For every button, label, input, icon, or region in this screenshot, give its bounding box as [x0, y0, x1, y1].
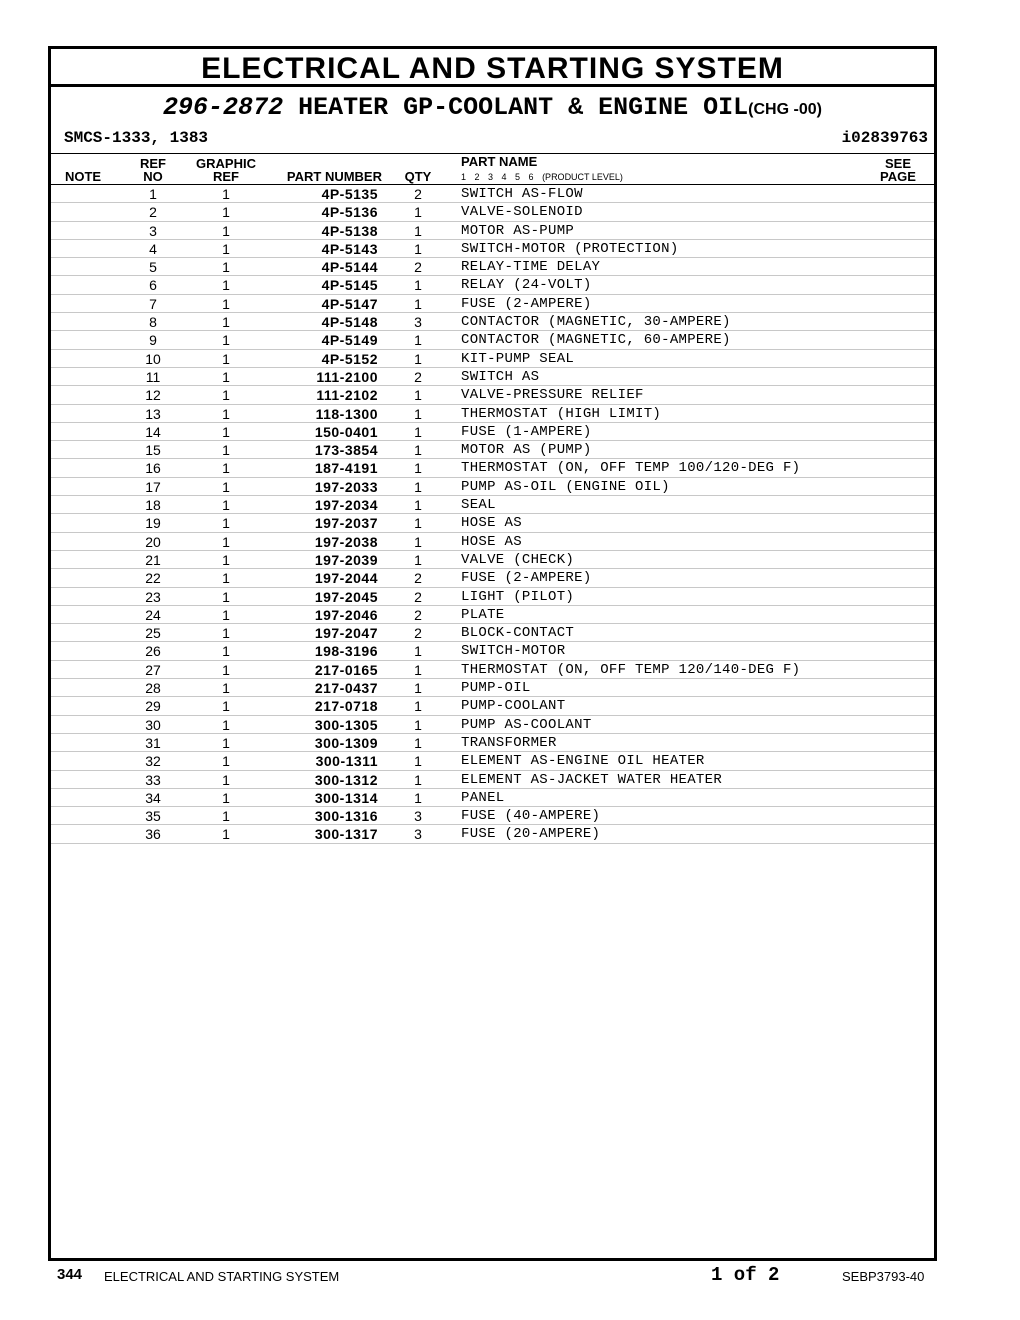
graphic-ref: 1: [222, 551, 230, 568]
ref-no: 5: [149, 259, 157, 276]
part-name: PANEL: [461, 789, 505, 806]
ref-no: 3: [149, 222, 157, 239]
part-number: 4P-5148: [321, 314, 378, 331]
ref-no: 36: [145, 826, 161, 843]
quantity: 2: [414, 259, 422, 276]
part-number: 300-1309: [314, 734, 378, 751]
quantity: 3: [414, 314, 422, 331]
quantity: 1: [414, 295, 422, 312]
quantity: 1: [414, 515, 422, 532]
footer-page-of: 1 of 2: [711, 1264, 780, 1286]
table-row: [51, 789, 934, 807]
ref-no: 8: [149, 314, 157, 331]
part-name: MOTOR AS (PUMP): [461, 442, 592, 459]
ref-no: 24: [145, 606, 161, 623]
part-name: CONTACTOR (MAGNETIC, 30-AMPERE): [461, 314, 731, 331]
table-row: [51, 679, 934, 697]
graphic-ref: 1: [222, 314, 230, 331]
quantity: 2: [414, 186, 422, 202]
graphic-ref: 1: [222, 240, 230, 257]
ref-no: 10: [145, 350, 161, 367]
part-name: SWITCH AS-FLOW: [461, 186, 583, 202]
graphic-ref: 1: [222, 570, 230, 587]
part-name: FUSE (2-AMPERE): [461, 570, 592, 587]
part-number: 197-2038: [314, 533, 378, 550]
part-number: 173-3854: [314, 442, 378, 459]
table-row: [51, 478, 934, 496]
page-title: ELECTRICAL AND STARTING SYSTEM: [51, 49, 934, 87]
graphic-ref: 1: [222, 442, 230, 459]
ref-no: 32: [145, 753, 161, 770]
part-name: VALVE-SOLENOID: [461, 204, 583, 221]
part-name: FUSE (40-AMPERE): [461, 808, 601, 825]
part-number: 197-2034: [314, 497, 378, 514]
graphic-ref: 1: [222, 661, 230, 678]
group-description: HEATER GP-COOLANT & ENGINE OIL: [298, 93, 749, 122]
part-name: PUMP-COOLANT: [461, 698, 566, 715]
graphic-ref: 1: [222, 368, 230, 385]
part-name: SWITCH AS: [461, 368, 540, 385]
quantity: 1: [414, 442, 422, 459]
quantity: 1: [414, 551, 422, 568]
part-name: RELAY-TIME DELAY: [461, 259, 601, 276]
part-name: LIGHT (PILOT): [461, 588, 575, 605]
quantity: 1: [414, 680, 422, 697]
part-number: 111-2100: [316, 368, 378, 385]
part-name: SWITCH-MOTOR (PROTECTION): [461, 240, 679, 257]
table-row: [51, 569, 934, 587]
ref-no: 26: [145, 643, 161, 660]
ref-no: 6: [149, 277, 157, 294]
table-row: [51, 459, 934, 477]
part-number: 300-1316: [314, 808, 378, 825]
table-row: [51, 185, 934, 203]
part-name: THERMOSTAT (ON, OFF TEMP 100/120-DEG F): [461, 460, 801, 477]
part-number: 4P-5147: [321, 295, 378, 312]
quantity: 1: [414, 771, 422, 788]
change-level: (CHG -00): [748, 101, 822, 118]
part-name: FUSE (2-AMPERE): [461, 295, 592, 312]
ref-no: 35: [145, 808, 161, 825]
graphic-ref: 1: [222, 515, 230, 532]
part-number: 4P-5143: [321, 240, 378, 257]
part-name: ELEMENT AS-JACKET WATER HEATER: [461, 771, 723, 788]
graphic-ref: 1: [222, 808, 230, 825]
part-number: 4P-5149: [321, 332, 378, 349]
quantity: 1: [414, 460, 422, 477]
ref-no: 31: [145, 734, 161, 751]
graphic-ref: 1: [222, 387, 230, 404]
part-name: THERMOSTAT (HIGH LIMIT): [461, 405, 662, 422]
quantity: 1: [414, 350, 422, 367]
group-heading: [51, 93, 934, 123]
quantity: 1: [414, 240, 422, 257]
graphic-ref: 1: [222, 478, 230, 495]
ref-no: 25: [145, 625, 161, 642]
footer-section: ELECTRICAL AND STARTING SYSTEM: [104, 1269, 340, 1284]
ref-no: 15: [145, 442, 161, 459]
illustration-id: i02839763: [841, 129, 928, 147]
table-row: [51, 716, 934, 734]
parts-table: [51, 185, 934, 844]
part-number: 300-1311: [315, 753, 378, 770]
ref-no: 21: [145, 551, 161, 568]
table-row: [51, 441, 934, 459]
graphic-ref: 1: [222, 643, 230, 660]
graphic-ref: 1: [222, 734, 230, 751]
quantity: 2: [414, 368, 422, 385]
graphic-ref: 1: [222, 771, 230, 788]
quantity: 1: [414, 661, 422, 678]
part-number: 197-2037: [314, 515, 378, 532]
graphic-ref: 1: [222, 259, 230, 276]
part-name: HOSE AS: [461, 533, 522, 550]
part-name: MOTOR AS-PUMP: [461, 222, 575, 239]
ref-no: 33: [145, 771, 161, 788]
part-name: FUSE (1-AMPERE): [461, 423, 592, 440]
graphic-ref: 1: [222, 405, 230, 422]
part-number: 300-1314: [314, 789, 378, 806]
group-part-number: 296-2872: [163, 93, 284, 122]
table-row: [51, 825, 934, 843]
quantity: 1: [414, 423, 422, 440]
graphic-ref: 1: [222, 753, 230, 770]
part-number: 197-2047: [314, 625, 378, 642]
col-graphic-bottom: REF: [213, 169, 239, 184]
col-part-name: PART NAME: [461, 154, 538, 169]
ref-no: 7: [149, 295, 157, 312]
graphic-ref: 1: [222, 222, 230, 239]
part-name: PUMP-OIL: [461, 680, 531, 697]
quantity: 3: [414, 826, 422, 843]
quantity: 2: [414, 606, 422, 623]
part-name: VALVE (CHECK): [461, 551, 575, 568]
part-number: 217-0437: [314, 680, 378, 697]
table-row: [51, 386, 934, 404]
part-number: 217-0165: [314, 661, 378, 678]
table-row: [51, 423, 934, 441]
graphic-ref: 1: [222, 680, 230, 697]
graphic-ref: 1: [222, 606, 230, 623]
quantity: 1: [414, 497, 422, 514]
part-number: 217-0718: [314, 698, 378, 715]
quantity: 1: [414, 277, 422, 294]
col-qty: QTY: [404, 169, 432, 184]
table-row: [51, 350, 934, 368]
ref-no: 20: [145, 533, 161, 550]
table-row: [51, 771, 934, 789]
table-row: [51, 551, 934, 569]
part-name: FUSE (20-AMPERE): [461, 826, 601, 843]
quantity: 1: [414, 753, 422, 770]
part-number: 4P-5145: [321, 277, 378, 294]
footer-page-number: 344: [57, 1266, 83, 1283]
graphic-ref: 1: [222, 588, 230, 605]
graphic-ref: 1: [222, 350, 230, 367]
part-number: 4P-5135: [321, 186, 378, 202]
quantity: 1: [414, 698, 422, 715]
table-row: [51, 222, 934, 240]
part-number: 300-1317: [314, 826, 378, 843]
graphic-ref: 1: [222, 204, 230, 221]
ref-no: 11: [145, 368, 161, 385]
part-name: PUMP AS-OIL (ENGINE OIL): [461, 478, 670, 495]
ref-no: 28: [145, 680, 161, 697]
ref-no: 2: [149, 204, 157, 221]
part-number: 300-1305: [314, 716, 378, 733]
quantity: 2: [414, 570, 422, 587]
graphic-ref: 1: [222, 533, 230, 550]
product-levels: [461, 172, 623, 182]
ref-no: 9: [149, 332, 157, 349]
part-name: PUMP AS-COOLANT: [461, 716, 592, 733]
part-number: 118-1300: [315, 405, 378, 422]
part-number: 111-2102: [316, 387, 378, 404]
quantity: 1: [414, 789, 422, 806]
ref-no: 14: [145, 423, 161, 440]
table-row: [51, 276, 934, 294]
part-number: 197-2039: [314, 551, 378, 568]
quantity: 1: [414, 643, 422, 660]
part-name: KIT-PUMP SEAL: [461, 350, 575, 367]
ref-no: 34: [145, 789, 161, 806]
table-row: [51, 203, 934, 221]
col-ref-bottom: NO: [143, 169, 163, 184]
table-row: [51, 533, 934, 551]
part-name: VALVE-PRESSURE RELIEF: [461, 387, 644, 404]
part-number: 198-3196: [314, 643, 378, 660]
col-see-top: SEE: [884, 156, 911, 171]
table-row: [51, 734, 934, 752]
quantity: 1: [414, 332, 422, 349]
table-row: [51, 606, 934, 624]
graphic-ref: 1: [222, 625, 230, 642]
part-number: 197-2045: [314, 588, 378, 605]
table-row: [51, 588, 934, 606]
part-name: SEAL: [461, 497, 496, 514]
part-number: 300-1312: [314, 771, 378, 788]
part-name: THERMOSTAT (ON, OFF TEMP 120/140-DEG F): [461, 661, 801, 678]
part-number: 4P-5138: [321, 222, 378, 239]
part-number: 197-2044: [314, 570, 378, 587]
ref-no: 17: [145, 478, 161, 495]
table-row: [51, 295, 934, 313]
ref-no: 22: [145, 570, 161, 587]
ref-no: 4: [149, 240, 157, 257]
table-row: [51, 496, 934, 514]
ref-no: 18: [145, 497, 161, 514]
graphic-ref: 1: [222, 186, 230, 202]
quantity: 2: [414, 625, 422, 642]
col-graphic-top: GRAPHIC: [196, 156, 256, 171]
part-number: 187-4191: [314, 460, 378, 477]
table-row: [51, 258, 934, 276]
part-number: 4P-5136: [321, 204, 378, 221]
ref-no: 13: [145, 405, 161, 422]
graphic-ref: 1: [222, 698, 230, 715]
part-name: BLOCK-CONTACT: [461, 625, 575, 642]
graphic-ref: 1: [222, 277, 230, 294]
part-name: ELEMENT AS-ENGINE OIL HEATER: [461, 753, 705, 770]
col-note: NOTE: [64, 169, 102, 184]
table-row: [51, 624, 934, 642]
table-row: [51, 807, 934, 825]
part-number: 150-0401: [314, 423, 378, 440]
part-name: SWITCH-MOTOR: [461, 643, 566, 660]
quantity: 1: [414, 222, 422, 239]
quantity: 3: [414, 808, 422, 825]
graphic-ref: 1: [222, 826, 230, 843]
quantity: 1: [414, 478, 422, 495]
part-name: TRANSFORMER: [461, 734, 557, 751]
part-number: 4P-5152: [321, 350, 378, 367]
table-row: [51, 697, 934, 715]
quantity: 1: [414, 405, 422, 422]
graphic-ref: 1: [222, 423, 230, 440]
table-row: [51, 240, 934, 258]
col-see-bottom: PAGE: [880, 169, 916, 184]
product-level-label: (PRODUCT LEVEL): [542, 172, 623, 182]
page-footer: [0, 1262, 1020, 1292]
level-numbers: 1 2 3 4 5 6: [461, 172, 534, 182]
quantity: 1: [414, 716, 422, 733]
col-ref-top: REF: [140, 156, 166, 171]
graphic-ref: 1: [222, 789, 230, 806]
quantity: 2: [414, 588, 422, 605]
footer-publication: SEBP3793-40: [842, 1269, 925, 1284]
part-number: 197-2046: [314, 606, 378, 623]
table-row: [51, 514, 934, 532]
table-row: [51, 313, 934, 331]
ref-no: 16: [145, 460, 161, 477]
part-number: 4P-5144: [321, 259, 378, 276]
table-row: [51, 368, 934, 386]
part-name: HOSE AS: [461, 515, 522, 532]
page-frame: [48, 46, 937, 1261]
table-row: [51, 661, 934, 679]
quantity: 1: [414, 734, 422, 751]
graphic-ref: 1: [222, 716, 230, 733]
ref-no: 27: [145, 661, 161, 678]
graphic-ref: 1: [222, 332, 230, 349]
ref-no: 23: [145, 588, 161, 605]
quantity: 1: [414, 387, 422, 404]
part-name: PLATE: [461, 606, 505, 623]
part-number: 197-2033: [314, 478, 378, 495]
part-name: RELAY (24-VOLT): [461, 277, 592, 294]
smcs-code: SMCS-1333, 1383: [64, 129, 209, 147]
ref-no: 12: [145, 387, 161, 404]
graphic-ref: 1: [222, 460, 230, 477]
quantity: 1: [414, 204, 422, 221]
quantity: 1: [414, 533, 422, 550]
table-row: [51, 405, 934, 423]
ref-no: 1: [149, 186, 157, 202]
table-row: [51, 642, 934, 660]
part-name: CONTACTOR (MAGNETIC, 60-AMPERE): [461, 332, 731, 349]
graphic-ref: 1: [222, 295, 230, 312]
ref-no: 30: [145, 716, 161, 733]
ref-no: 29: [145, 698, 161, 715]
col-part-number: PART NUMBER: [286, 169, 382, 184]
table-row: [51, 752, 934, 770]
graphic-ref: 1: [222, 497, 230, 514]
table-row: [51, 331, 934, 349]
ref-no: 19: [145, 515, 161, 532]
